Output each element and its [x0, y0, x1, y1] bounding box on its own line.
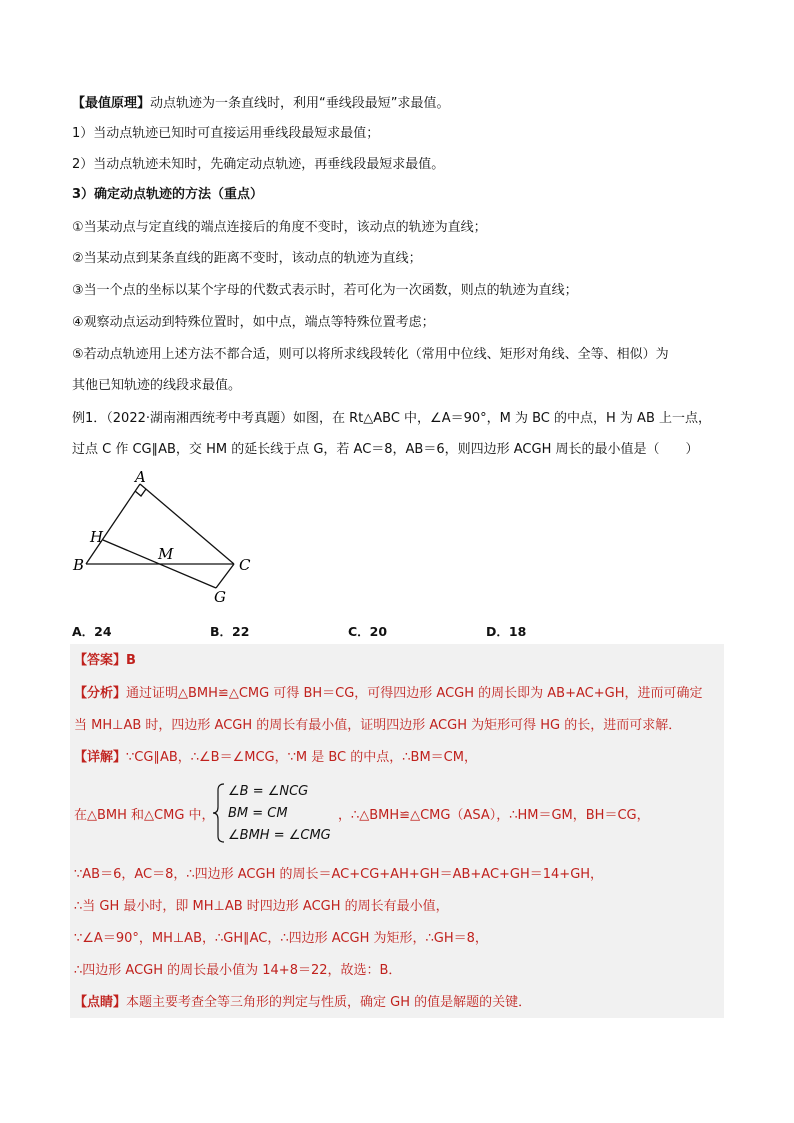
option-d: D．18 — [486, 624, 527, 639]
principle-text: 动点轨迹为一条直线时，利用“垂线段最短”求最值。 — [150, 96, 450, 111]
option-a: A．24 — [72, 624, 112, 639]
answer-label: 【答案】 — [74, 653, 127, 668]
option-b: B．22 — [210, 624, 250, 639]
point-label-m: M — [158, 545, 174, 563]
option-c: C．20 — [348, 624, 388, 639]
point-label-a: A — [135, 470, 146, 486]
segment-cg — [216, 564, 234, 588]
detail-line-1 — [74, 748, 477, 768]
detail-line-5: ∵∠A＝90°，MH⊥AB，∴GH∥AC，∴四边形 ACGH 为矩形，∴GH＝8， — [74, 931, 488, 946]
brace-line-3: ∠BMH = ∠CMG — [228, 828, 331, 843]
triangle-figure — [68, 470, 268, 610]
answer-value: B — [126, 653, 136, 668]
comment-label: 【点睛】 — [74, 995, 127, 1010]
rule-line: 其他已知轨迹的线段求最值。 — [72, 378, 242, 393]
rule-line: ③当一个点的坐标以某个字母的代数式表示时，若可化为一次函数，则点的轨迹为直线； — [72, 283, 578, 298]
analysis-line-1 — [74, 684, 702, 704]
segment-ac — [140, 484, 234, 564]
point-label-h: H — [90, 528, 104, 546]
detail-line-4: ∴当 GH 最小时，即 MH⊥AB 时四边形 ACGH 的周长有最小值， — [74, 899, 449, 914]
detail-line-2-post: ，∴△BMH≌△CMG（ASA），∴HM＝GM，BH＝CG， — [338, 808, 650, 823]
rule-line: 1）当动点轨迹已知时可直接运用垂线段最短求最值； — [72, 126, 380, 141]
answer-line — [74, 651, 136, 671]
comment-text: 本题主要考查全等三角形的判定与性质，确定 GH 的值是解题的关键． — [126, 995, 532, 1010]
principle-line — [72, 94, 450, 114]
rule-line: ⑤若动点轨迹用上述方法不都合适，则可以将所求线段转化（常用中位线、矩形对角线、全等、相似）为 — [72, 347, 669, 362]
rule-line: 2）当动点轨迹未知时，先确定动点轨迹，再垂线段最短求最值。 — [72, 157, 445, 172]
brace-line-1: ∠B = ∠NCG — [228, 784, 309, 799]
detail-line-6: ∴四边形 ACGH 的周长最小值为 14+8＝22，故选：B． — [74, 963, 402, 978]
rule-heading: 3）确定动点轨迹的方法（重点） — [72, 187, 264, 202]
principle-label: 【最值原理】 — [72, 96, 151, 111]
point-label-b: B — [73, 556, 85, 574]
rule-line: ①当某动点与定直线的端点连接后的角度不变时，该动点的轨迹为直线； — [72, 220, 487, 235]
brace-symbol — [212, 782, 226, 844]
detail-text-1: ∵CG∥AB，∴∠B＝∠MCG，∵M 是 BC 的中点，∴BM＝CM， — [126, 750, 477, 765]
comment-line — [74, 993, 531, 1013]
rule-line: ④观察动点运动到特殊位置时，如中点，端点等特殊位置考虑； — [72, 315, 435, 330]
analysis-line-2: 当 MH⊥AB 时，四边形 ACGH 的周长有最小值，证明四边形 ACGH 为矩形可得 HG 的长，进而可求解． — [74, 718, 682, 733]
example-line-2: 过点 C 作 CG∥AB，交 HM 的延长线于点 G，若 AC＝8，AB＝6，则四边形 ACGH 周长的最小值是（ ） — [72, 442, 699, 457]
analysis-text-1: 通过证明△BMH≌△CMG 可得 BH＝CG，可得四边形 ACGH 的周长即为 AB+AC+GH，进而可确定 — [126, 686, 703, 701]
detail-line-2-pre: 在△BMH 和△CMG 中， — [74, 808, 215, 823]
point-label-c: C — [239, 556, 251, 574]
rule-line: ②当某动点到某条直线的距离不变时，该动点的轨迹为直线； — [72, 251, 422, 266]
point-label-g: G — [214, 588, 226, 606]
detail-label: 【详解】 — [74, 750, 127, 765]
example-line-1: 例1．（2022·湖南湘西统考中考真题）如图，在 Rt△ABC 中，∠A＝90°，M 为 BC 的中点，H 为 AB 上一点， — [72, 411, 711, 426]
detail-line-3: ∵AB＝6，AC＝8，∴四边形 ACGH 的周长＝AC+CG+AH+GH＝AB+AC+GH＝14+GH， — [74, 867, 604, 882]
analysis-label: 【分析】 — [74, 686, 127, 701]
brace-line-2: BM = CM — [228, 806, 288, 821]
